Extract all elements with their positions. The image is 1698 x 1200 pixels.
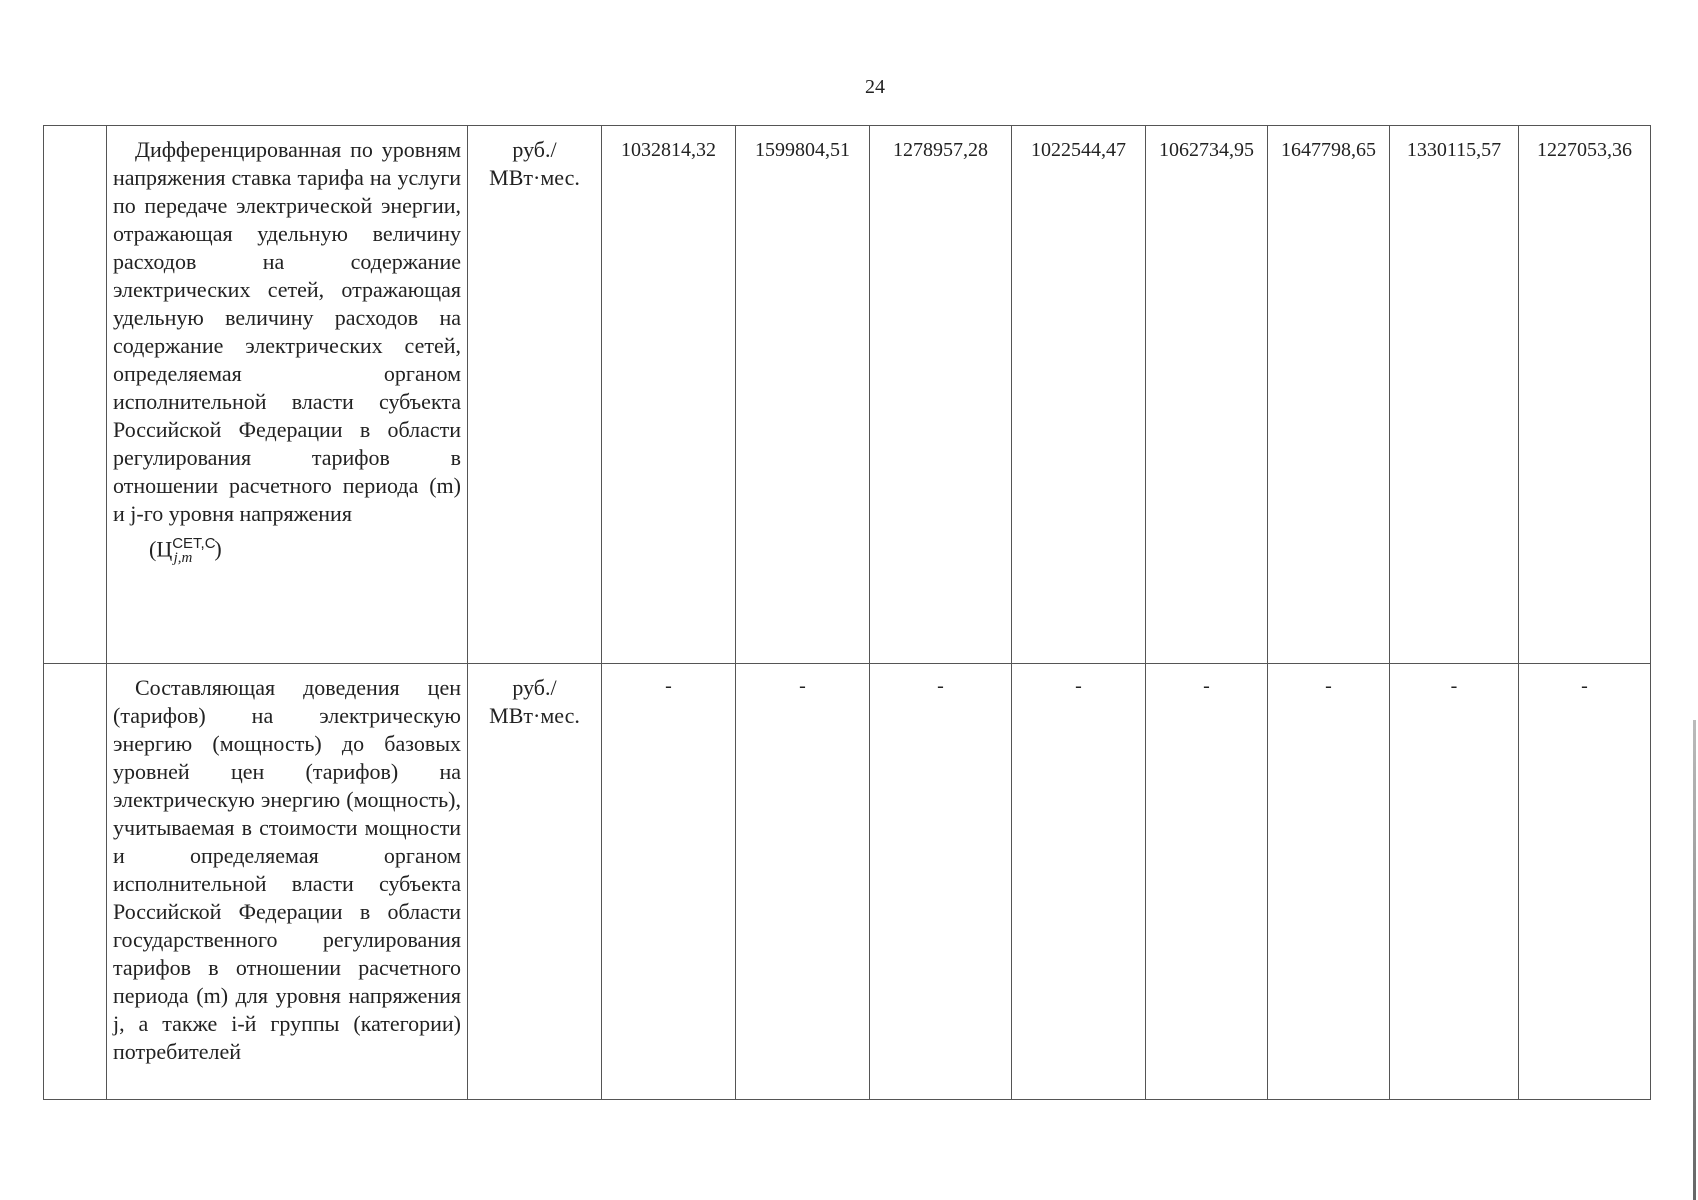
scan-edge-shadow <box>1693 720 1696 1200</box>
value-cell: - <box>1268 664 1390 1100</box>
value-cell: 1032814,32 <box>602 126 736 664</box>
unit-cell: руб./ МВт·мес. <box>468 126 602 664</box>
value-cell: 1278957,28 <box>870 126 1012 664</box>
formula: ($Ц^{СЕТ,С}_{j,m}$ ) <box>149 535 222 566</box>
value-cell: 1062734,95 <box>1146 126 1268 664</box>
tariff-table <box>43 125 1651 1100</box>
unit-cell: руб./ МВт·мес. <box>468 664 602 1100</box>
table-row <box>44 664 1651 1100</box>
value-cell: - <box>602 664 736 1100</box>
value-cell: 1647798,65 <box>1268 126 1390 664</box>
page-number: 24 <box>865 76 885 98</box>
value-cell: 1330115,57 <box>1390 126 1519 664</box>
description-text: Составляющая доведения цен (тарифов) на электрическую энергию (мощность) до базовых уровней цен (тарифов) на электрическую энергию (мощность), учитываемая в стоимости мощности и определяемая органом исполнительной власти субъекта Российской Федерации в области государственного регулирования тарифов в отношении расчетного периода (m) для уровня напряжения j, а также i-й группы (категории) потребителей <box>113 675 461 1064</box>
value-cell: 1227053,36 <box>1519 126 1651 664</box>
row-number-cell <box>44 664 107 1100</box>
value-cell: - <box>1012 664 1146 1100</box>
row-number-cell <box>44 126 107 664</box>
value-cell: 1022544,47 <box>1012 126 1146 664</box>
value-cell: - <box>736 664 870 1100</box>
value-cell: - <box>1146 664 1268 1100</box>
description-cell <box>107 126 468 664</box>
description-text: Дифференцированная по уровням напряжения ставка тарифа на услуги по передаче электрической энергии, отражающая удельную величину расходов на содержание электрических сетей, отражающая удельную величину расходов на содержание электрических сетей, определяемая органом исполнительной власти субъекта Российской Федерации в области регулирования тарифов в отношении расчетного периода (m) и j-го уровня напряжения <box>113 137 461 526</box>
value-cell: - <box>1519 664 1651 1100</box>
value-cell: - <box>1390 664 1519 1100</box>
table-row <box>44 126 1651 664</box>
description-cell <box>107 664 468 1100</box>
value-cell: 1599804,51 <box>736 126 870 664</box>
value-cell: - <box>870 664 1012 1100</box>
